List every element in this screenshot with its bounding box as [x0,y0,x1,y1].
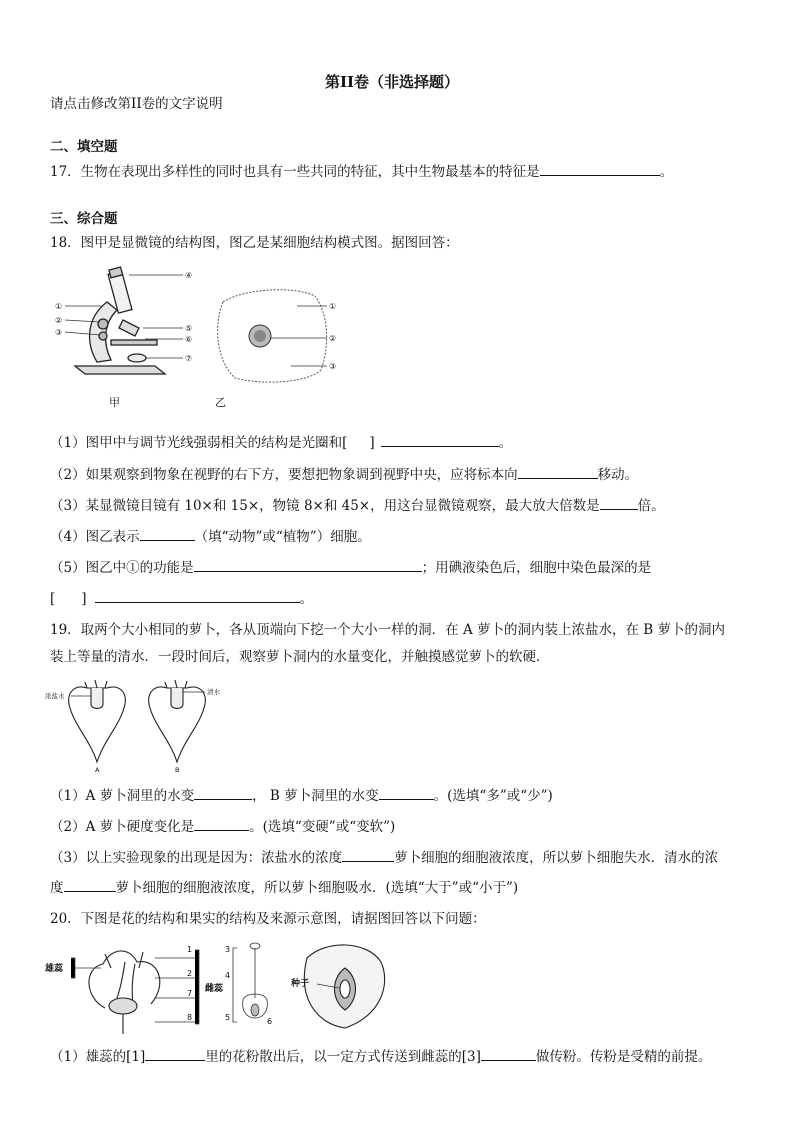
q19-p3-text-b: 萝卜细胞的细胞液浓度，所以萝卜细胞失水．清水的浓 [394,850,719,866]
q19-p1-blank-a[interactable] [194,785,252,800]
cell-label-1: ① [329,302,337,311]
q18-p4-blank[interactable] [140,526,195,541]
pistil-num-3: 3 [225,945,231,954]
q18-part-1 [50,431,512,451]
q18-p5-bracket-open: [ [50,591,56,607]
q19-p3-text: （3）以上实验现象的出现是因为：浓盐水的浓度 [50,850,343,866]
section-heading-fill-blank: 二、填空题 [50,139,118,155]
q20-p1-text: （1）雄蕊的[1] [50,1049,146,1065]
flower-num-1: 1 [187,945,193,954]
q19-p3-text-c: 度 [50,880,64,896]
q18-p5-blank-function[interactable] [194,557,422,572]
q18-p5-text-b: ；用碘液染色后，细胞中染色最深的是 [421,560,652,576]
q19-p3-blank-b[interactable] [64,877,116,892]
pistil-num-4: 4 [225,971,231,980]
flower-num-8: 8 [187,1013,193,1022]
q18-p4-end: （填“动物”或“植物”）细胞。 [194,529,371,545]
q19-stem-line-1: 19．取两个大小相同的萝卜，各从顶端向下挖一个大小一样的洞．在 A 萝卜的洞内装上浓盐水，在 B 萝卜的洞内 [50,622,726,638]
q19-part-3-cont [50,876,518,896]
mic-label-5: ⑤ [185,324,193,333]
q17-text: 17．生物在表现出多样性的同时也具有一些共同的特征，其中生物最基本的特征是 [50,164,540,180]
q18-p1-text: （1）图甲中与调节光线强弱相关的结构是光圈和[ [50,435,348,451]
q18-p3-end: 倍。 [637,498,665,514]
q18-p5-blank-stain[interactable] [95,588,300,603]
q18-p2-text: （2）如果观察到物象在视野的右下方，要想把物象调到视野中央，应将标本向 [50,467,518,483]
q19-part-2 [50,815,395,835]
q19-p2-blank[interactable] [194,816,249,831]
radish-label-salt: 浓盐水 [45,692,65,700]
q18-part-5 [50,556,651,576]
q18-p2-end: 移动。 [597,467,639,483]
q18-p5-bracket-close: ] [81,591,87,607]
q18-part-3 [50,494,665,514]
q20-stem: 20．下图是花的结构和果实的结构及来源示意图，请据图回答以下问题： [50,911,486,927]
q19-p2-text: （2）A 萝卜硬度变化是 [50,819,195,835]
q18-p5-end: 。 [299,591,314,607]
q20-p1-blank-b[interactable] [481,1046,536,1061]
fruit-label-seed: 种子 [291,979,310,989]
page-title: 第II卷（非选择题） [325,73,460,91]
flower-num-2: 2 [187,969,193,978]
q19-p1-blank-b[interactable] [379,785,434,800]
q19-p3-blank-a[interactable] [342,847,394,862]
q19-p1-end: 。(选填“多”或“少”) [433,788,553,804]
q18-p3-text: （3）某显微镜目镜有 10×和 15×，物镜 8×和 45×，用这台显微镜观察，最大放大倍数是 [50,498,600,514]
radish-label-a: A [95,766,100,774]
microscope-figure [45,262,210,410]
figure-jia-caption: 甲 [109,396,120,409]
q19-part-1 [50,784,553,804]
q18-part-2 [50,463,638,483]
flower-fruit-figure [45,938,390,1038]
pistil-label: 雌蕊 [205,984,224,994]
q19-p1-text-b: ， B 萝卜洞里的水变 [252,788,379,804]
q18-p4-text: （4）图乙表示 [50,529,140,545]
q19-part-3 [50,846,718,866]
figure-yi-caption: 乙 [215,396,226,409]
q19-p2-end: 。(选填“变硬”或“变软”) [249,819,396,835]
q18-part-4 [50,525,371,545]
mic-label-2: ② [55,316,63,325]
section-note[interactable]: 请点击修改第II卷的文字说明 [50,96,223,112]
q19-p3-text-d: 萝卜细胞的细胞液浓度，所以萝卜细胞吸水．(选填“大于”或“小于”) [115,880,519,896]
pistil-num-5: 5 [225,1013,231,1022]
q20-part-1 [50,1045,711,1065]
section-heading-comprehensive: 三、综合题 [50,211,118,227]
q19-stem-line-2: 装上等量的清水．一段时间后，观察萝卜洞内的水量变化，并触摸感觉萝卜的软硬． [50,649,550,665]
question-17 [50,160,673,180]
q18-stem: 18．图甲是显微镜的结构图，图乙是某细胞结构模式图。据图回答： [50,235,459,251]
q18-p5-text: （5）图乙中①的功能是 [50,560,194,576]
mic-label-1: ① [55,302,63,311]
q18-p3-blank[interactable] [600,495,638,510]
q18-p1-bracket: ] [369,435,375,451]
mic-label-7: ⑦ [185,354,193,363]
cell-label-3: ③ [329,362,337,371]
radish-label-water: 清水 [207,688,220,696]
mic-label-3: ③ [55,328,63,337]
radish-figure [45,676,230,776]
q17-answer-blank[interactable] [540,161,660,176]
q18-p2-blank[interactable] [518,464,598,479]
q18-part-5-cont [50,587,313,607]
q20-p1-blank-a[interactable] [145,1046,205,1061]
flower-num-7: 7 [187,989,193,998]
mic-label-4: ④ [185,271,193,280]
pistil-num-6: 6 [267,1017,273,1026]
q20-p1-text-b: 里的花粉散出后，以一定方式传送到雌蕊的[3] [205,1049,481,1065]
q20-p1-end: 做传粉。传粉是受精的前提。 [535,1049,712,1065]
mic-label-6: ⑥ [185,335,193,344]
q18-p1-blank[interactable] [381,432,499,447]
q18-p1-end: 。 [498,435,513,451]
q17-end: 。 [659,164,674,180]
q19-p1-text: （1）A 萝卜洞里的水变 [50,788,195,804]
radish-label-b: B [175,766,180,774]
flower-label-stamen: 雄蕊 [45,964,64,974]
cell-label-2: ② [329,334,337,343]
cell-figure [205,282,355,410]
